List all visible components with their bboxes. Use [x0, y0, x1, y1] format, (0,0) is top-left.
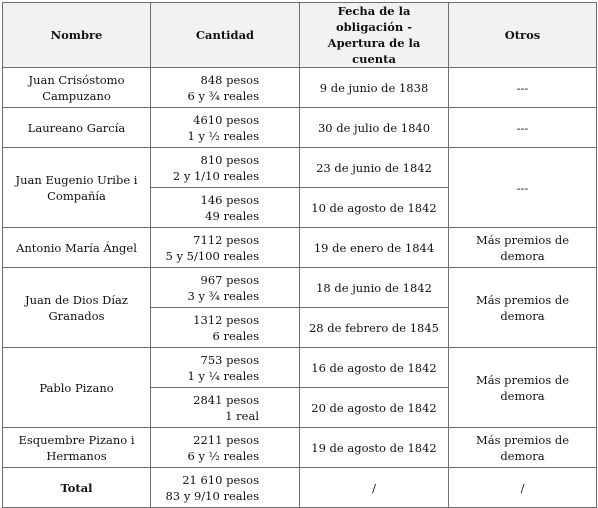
date-cell: 19 de agosto de 1842	[300, 428, 449, 468]
other-cell: Más premios de demora	[449, 348, 597, 428]
total-reales: 83 y 9/10 reales	[165, 488, 259, 503]
total-date-cell: /	[300, 468, 449, 508]
date-cell: 10 de agosto de 1842	[300, 188, 449, 228]
other-cell: Más premios de demora	[449, 428, 597, 468]
total-other-cell: /	[449, 468, 597, 508]
quantity-cell	[151, 388, 300, 428]
table-row	[3, 428, 597, 468]
other-cell: Más premios de demora	[449, 228, 597, 268]
date-cell: 18 de junio de 1842	[300, 268, 449, 308]
quantity-reales: 1 y ¼ reales	[187, 368, 259, 383]
name-cell	[3, 108, 151, 148]
quantity-pesos: 2841 pesos	[193, 392, 259, 407]
name-cell	[3, 228, 151, 268]
quantity-cell	[151, 348, 300, 388]
date-cell: 20 de agosto de 1842	[300, 388, 449, 428]
quantity-pesos: 810 pesos	[200, 152, 259, 167]
table-row	[3, 348, 597, 388]
total-label: Total	[3, 468, 151, 508]
quantity-cell	[151, 148, 300, 188]
name-line: Juan Eugenio Uribe i	[15, 172, 138, 187]
quantity-cell	[151, 228, 300, 268]
quantity-pesos: 1312 pesos	[193, 312, 259, 327]
table-row	[3, 228, 597, 268]
quantity-pesos: 2211 pesos	[193, 432, 259, 447]
header-fecha: Fecha de la obligación - Apertura de la cuenta	[300, 3, 449, 68]
header-cantidad: Cantidad	[151, 3, 300, 68]
quantity-reales: 5 y 5/100 reales	[165, 248, 259, 263]
quantity-pesos: 848 pesos	[200, 72, 259, 87]
quantity-cell	[151, 308, 300, 348]
quantity-reales: 6 reales	[212, 328, 259, 343]
other-cell: ---	[449, 108, 597, 148]
quantity-reales: 49 reales	[205, 208, 259, 223]
name-line: Hermanos	[46, 448, 107, 463]
name-line: Juan de Dios Díaz	[25, 292, 128, 307]
header-row	[3, 3, 597, 68]
quantity-pesos: 753 pesos	[200, 352, 259, 367]
header-otros: Otros	[449, 3, 597, 68]
quantity-cell	[151, 68, 300, 108]
quantity-reales: 2 y 1/10 reales	[172, 168, 259, 183]
quantity-cell	[151, 268, 300, 308]
other-cell: ---	[449, 68, 597, 108]
name-line: Pablo Pizano	[39, 380, 114, 395]
quantity-pesos: 7112 pesos	[193, 232, 259, 247]
total-pesos: 21 610 pesos	[182, 472, 259, 487]
quantity-pesos: 4610 pesos	[193, 112, 259, 127]
date-cell: 16 de agosto de 1842	[300, 348, 449, 388]
other-cell: ---	[449, 148, 597, 228]
name-line: Campuzano	[42, 88, 111, 103]
quantity-reales: 1 real	[225, 408, 259, 423]
quantity-reales: 3 y ¾ reales	[187, 288, 259, 303]
name-cell	[3, 148, 151, 228]
total-quantity-cell	[151, 468, 300, 508]
table-row	[3, 148, 597, 188]
date-cell: 9 de junio de 1838	[300, 68, 449, 108]
quantity-reales: 1 y ½ reales	[187, 128, 259, 143]
quantity-cell	[151, 108, 300, 148]
header-nombre: Nombre	[3, 3, 151, 68]
name-cell	[3, 268, 151, 348]
quantity-reales: 6 y ¾ reales	[187, 88, 259, 103]
table-row	[3, 68, 597, 108]
table-row	[3, 108, 597, 148]
name-line: Antonio María Ángel	[16, 240, 137, 255]
quantity-reales: 6 y ½ reales	[187, 448, 259, 463]
name-line: Granados	[48, 308, 105, 323]
debt-table	[2, 2, 597, 508]
quantity-pesos: 967 pesos	[200, 272, 259, 287]
name-cell	[3, 68, 151, 108]
name-line: Esquembre Pizano i	[18, 432, 135, 447]
total-row	[3, 468, 597, 508]
name-line: Compañía	[47, 188, 106, 203]
name-line: Laureano García	[27, 120, 126, 135]
other-cell: Más premios de demora	[449, 268, 597, 348]
date-cell: 19 de enero de 1844	[300, 228, 449, 268]
quantity-cell	[151, 188, 300, 228]
name-line: Juan Crisóstomo	[28, 72, 125, 87]
table-row	[3, 268, 597, 308]
name-cell	[3, 428, 151, 468]
date-cell: 30 de julio de 1840	[300, 108, 449, 148]
date-cell: 28 de febrero de 1845	[300, 308, 449, 348]
quantity-cell	[151, 428, 300, 468]
date-cell: 23 de junio de 1842	[300, 148, 449, 188]
quantity-pesos: 146 pesos	[200, 192, 259, 207]
name-cell	[3, 348, 151, 428]
table-container	[2, 2, 597, 508]
